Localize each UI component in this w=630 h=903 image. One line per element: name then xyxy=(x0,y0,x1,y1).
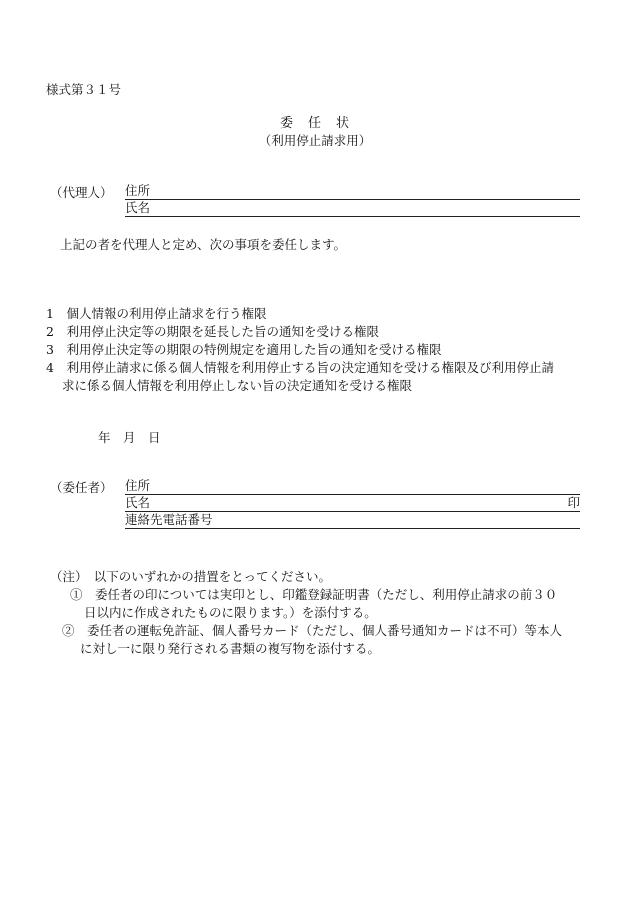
list-item: 1 個人情報の利用停止請求を行う権限 xyxy=(46,306,267,321)
list-item: 4 利用停止請求に係る個人情報を利用停止する旨の決定通知を受ける権限及び利用停止請 xyxy=(46,360,554,375)
agent-name-label: 氏名 xyxy=(125,200,151,215)
list-item: 3 利用停止決定等の期限の特例規定を適用した旨の通知を受ける権限 xyxy=(46,342,442,357)
agent-address-field[interactable] xyxy=(125,182,580,200)
agent-name-field[interactable] xyxy=(125,199,580,217)
list-item-continuation: 求に係る個人情報を利用停止しない旨の決定通知を受ける権限 xyxy=(62,378,413,393)
intro-text: 上記の者を代理人と定め、次の事項を委任します。 xyxy=(60,237,347,252)
principal-address-label: 住所 xyxy=(125,478,151,493)
agent-label: （代理人） xyxy=(50,185,113,200)
date-line: 年 月 日 xyxy=(98,430,161,445)
agent-address-label: 住所 xyxy=(125,183,151,198)
note-line: 日以内に作成されたものに限ります。）を添付する。 xyxy=(84,605,377,620)
principal-address-field[interactable] xyxy=(125,477,580,495)
note-line: ② 委任者の運転免許証、個人番号カード（ただし、個人番号通知カードは不可）等本人 xyxy=(62,623,563,638)
principal-name-label: 氏名 xyxy=(125,495,151,510)
document-subtitle: （利用停止請求用） xyxy=(258,133,372,148)
principal-name-field[interactable] xyxy=(125,494,580,512)
form-number: 様式第３１号 xyxy=(46,82,122,97)
principal-phone-label: 連絡先電話番号 xyxy=(125,512,213,527)
note-line: ① 委任者の印については実印とし、印鑑登録証明書（ただし、利用停止請求の前３０ xyxy=(70,587,558,602)
principal-phone-field[interactable] xyxy=(125,511,580,529)
seal-mark: 印 xyxy=(567,495,580,510)
document-title: 委 任 状 xyxy=(279,116,350,131)
list-item: 2 利用停止決定等の期限を延長した旨の通知を受ける権限 xyxy=(46,324,379,339)
note-line: に対し一に限り発行される書類の複写物を添付する。 xyxy=(80,641,381,656)
principal-label: （委任者） xyxy=(50,480,113,495)
notes-heading: （注） 以下のいずれかの措置をとってください。 xyxy=(50,569,332,584)
